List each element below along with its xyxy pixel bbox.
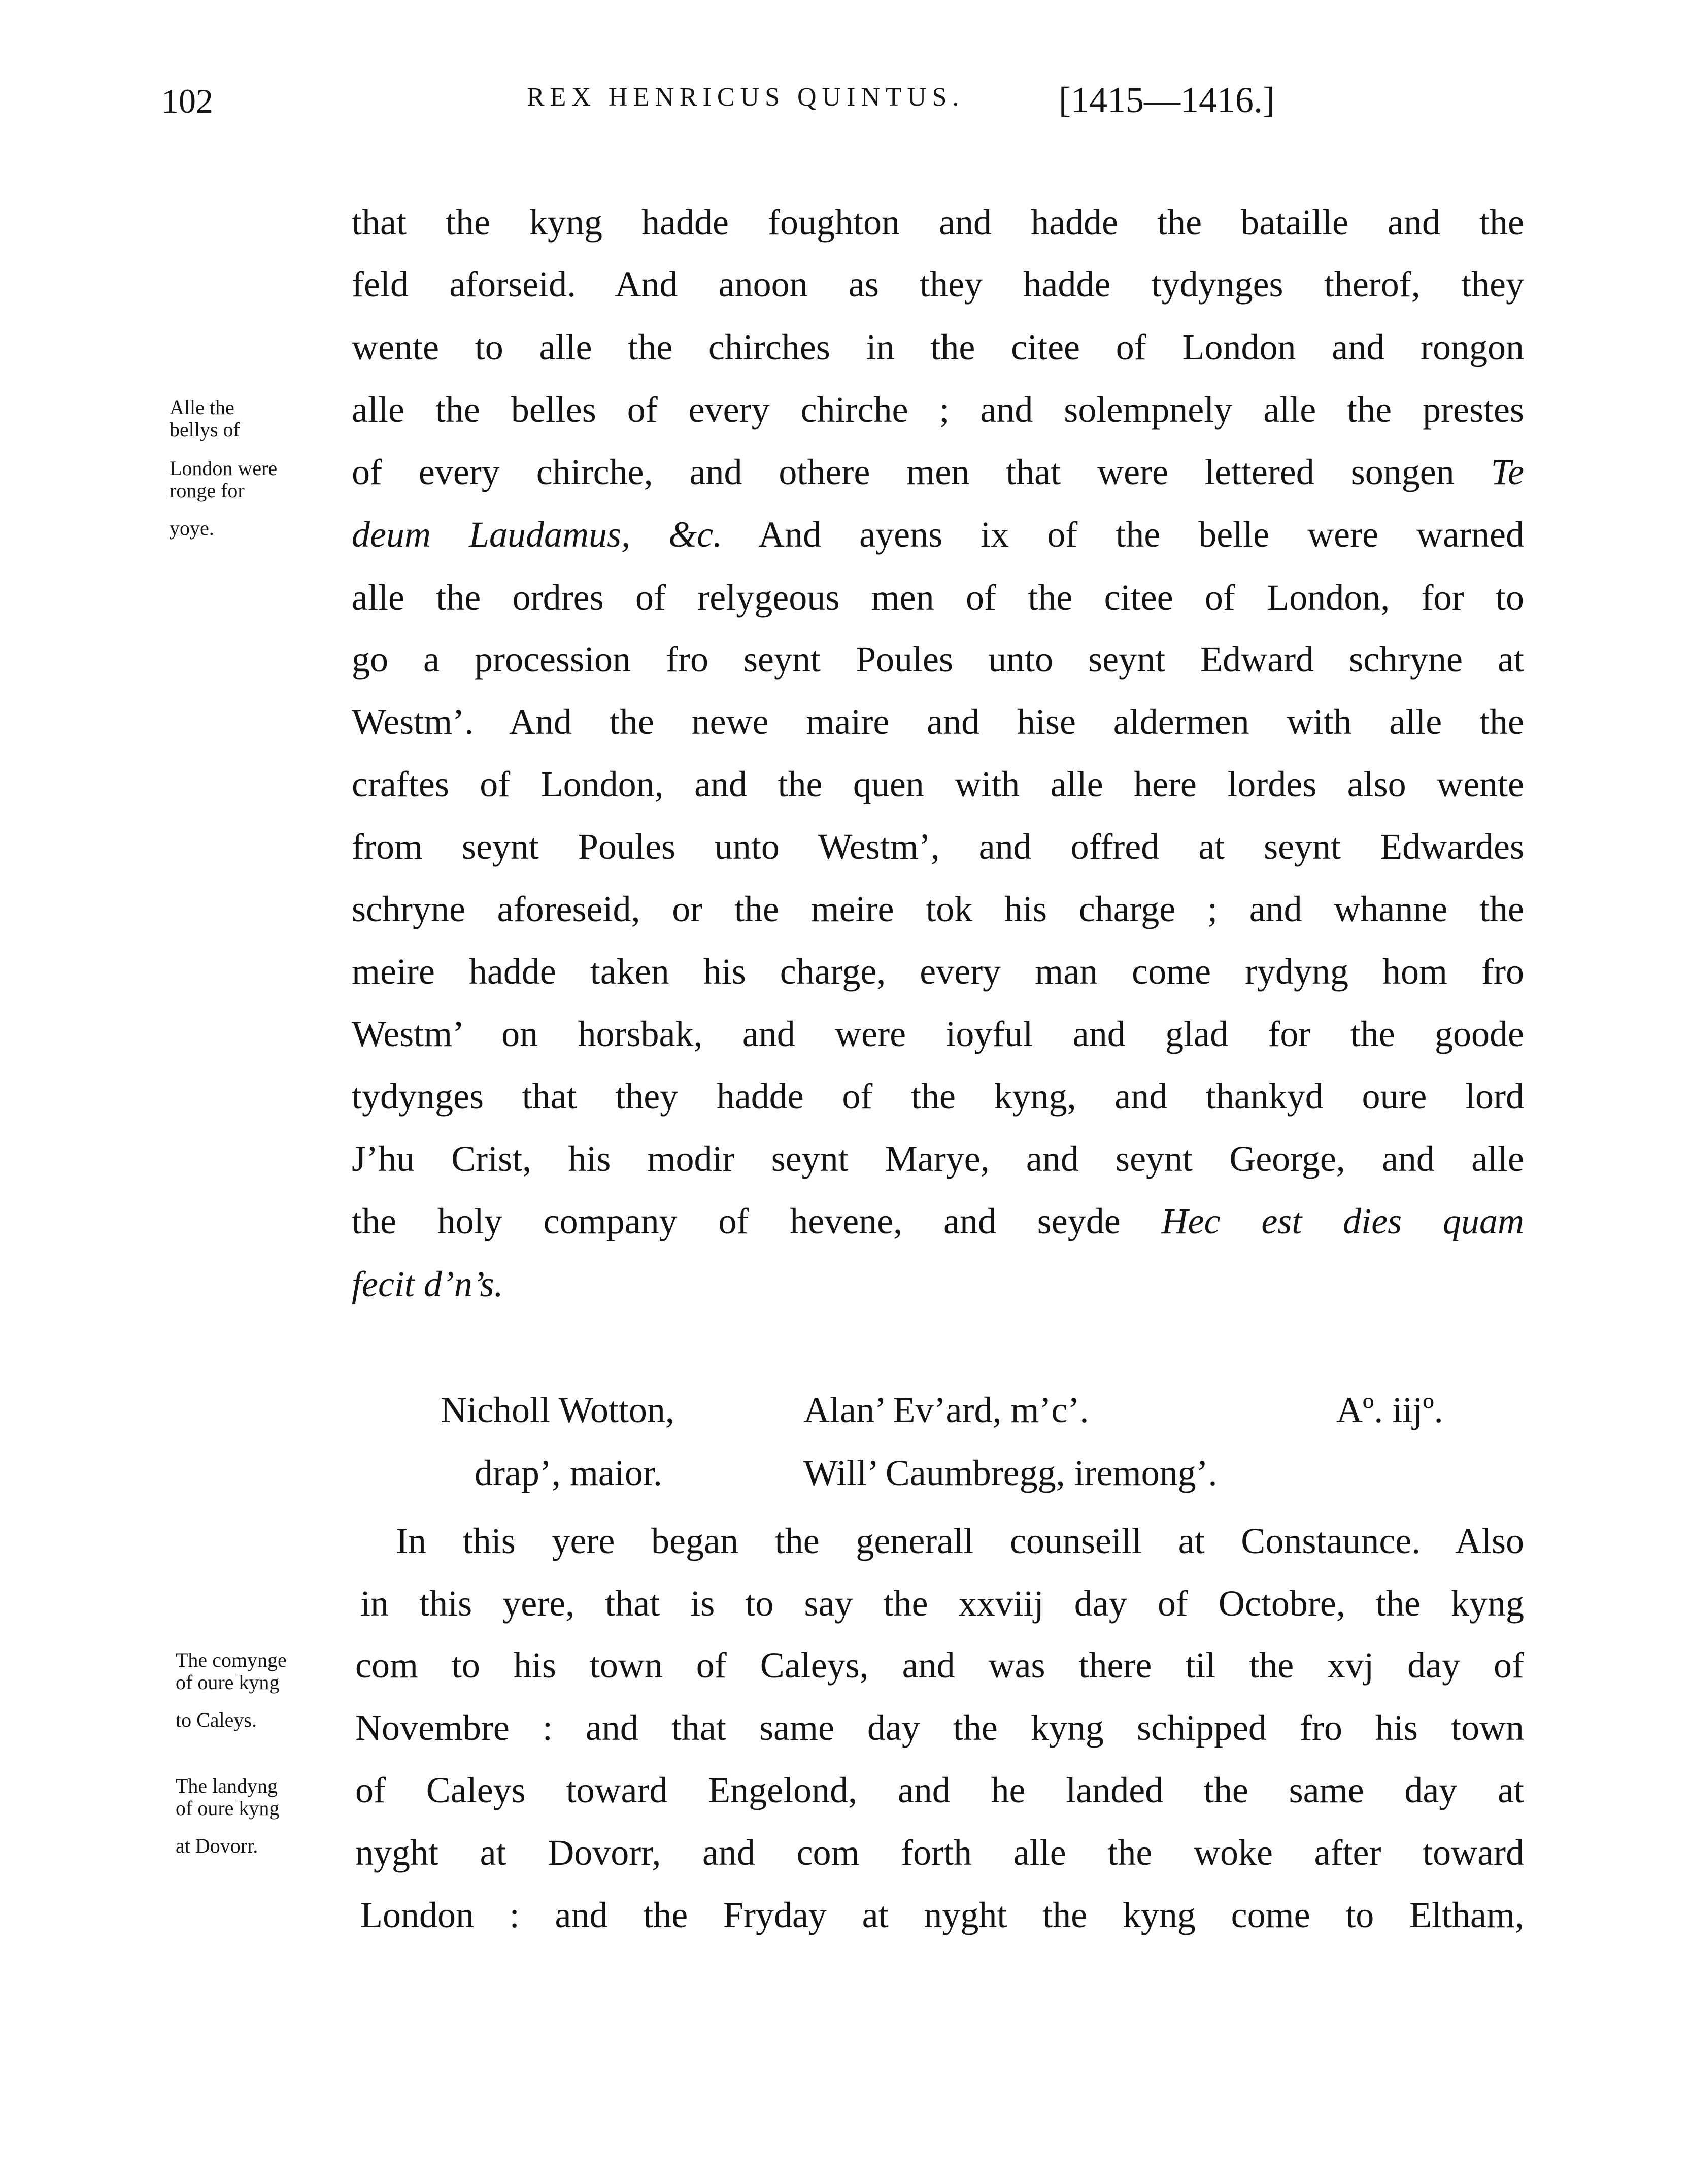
note-line: of oure kyng xyxy=(176,1797,280,1820)
text-line: of Caleys toward Engelond, and he landed the same day at xyxy=(355,1770,1524,1810)
text-line: J’hu Crist, his modir seynt Marye, and seynt George, and alle xyxy=(352,1138,1524,1179)
text-line: in this yere, that is to say the xxviij day of Octobre, the kyng xyxy=(360,1583,1524,1624)
mayor-role: drap’, maior. xyxy=(475,1453,662,1493)
note-line: The landyng xyxy=(176,1774,278,1797)
note-line: of oure kyng xyxy=(176,1671,280,1694)
text-segment: of every chirche, and othere men that were lettered songen xyxy=(352,452,1455,492)
text-line: alle the belles of every chirche ; and solempnely alle the prestes xyxy=(352,389,1524,430)
text-segment: And ayens ix of the belle were warned xyxy=(758,514,1524,555)
text-line xyxy=(352,1259,1524,1309)
text-line: wente to alle the chirches in the citee of London and rongon xyxy=(352,327,1524,367)
text-line: In this yere began the generall counseill at Constaunce. Also xyxy=(396,1521,1524,1561)
text-line: London : and the Fryday at nyght the kyng come to Eltham, xyxy=(360,1895,1524,1935)
sheriff-1: Alan’ Ev’ard, m’c’. xyxy=(803,1390,1089,1430)
note-line: bellys of xyxy=(170,418,240,441)
text-segment: the holy company of hevene, and seyde xyxy=(352,1201,1121,1241)
text-line: alle the ordres of relygeous men of the citee of London, for to xyxy=(352,577,1524,618)
date-range: [1415—1416.] xyxy=(1059,80,1275,120)
regnal-year: Aº. iijº. xyxy=(1336,1390,1443,1430)
text-line: craftes of London, and the quen with alle here lordes also wente xyxy=(352,764,1524,804)
text-line xyxy=(352,447,1524,497)
text-line: com to his town of Caleys, and was there til the xvj day of xyxy=(355,1645,1524,1686)
note-line: ronge for xyxy=(170,479,245,502)
italic-phrase: fecit d’n’s. xyxy=(352,1264,503,1304)
italic-te: Te xyxy=(1491,452,1525,492)
running-title: REX HENRICUS QUINTUS. xyxy=(527,83,965,112)
note-line: at Dovorr. xyxy=(176,1834,258,1857)
text-line: that the kyng hadde foughton and hadde the bataille and the xyxy=(352,202,1524,243)
text-line xyxy=(352,1196,1524,1247)
page-number: 102 xyxy=(161,82,213,120)
italic-phrase: Hec est dies quam xyxy=(1161,1201,1525,1241)
text-line: nyght at Dovorr, and com forth alle the woke after toward xyxy=(355,1832,1524,1873)
note-line: to Caleys. xyxy=(176,1708,257,1731)
text-line xyxy=(352,509,1524,560)
mayor-name: Nicholl Wotton, xyxy=(441,1390,674,1430)
sheriff-2: Will’ Caumbregg, iremong’. xyxy=(803,1453,1218,1493)
text-line: Westm’. And the newe maire and hise aldermen with alle the xyxy=(352,701,1524,742)
note-line: Alle the xyxy=(170,396,234,419)
note-line: The comynge xyxy=(176,1649,287,1671)
text-line: Novembre : and that same day the kyng schipped fro his town xyxy=(355,1707,1524,1748)
italic-phrase: deum Laudamus, &c. xyxy=(352,514,723,555)
text-line: from seynt Poules unto Westm’, and offred at seynt Edwardes xyxy=(352,826,1524,867)
text-line: Westm’ on horsbak, and were ioyful and glad for the goode xyxy=(352,1014,1524,1054)
text-line: tydynges that they hadde of the kyng, and thankyd oure lord xyxy=(352,1076,1524,1117)
text-line: meire hadde taken his charge, every man come rydyng hom fro xyxy=(352,951,1524,992)
text-line: schryne aforeseid, or the meire tok his charge ; and whanne the xyxy=(352,889,1524,929)
note-line: London were xyxy=(170,457,278,480)
note-line: yoye. xyxy=(170,517,214,540)
text-line: go a procession fro seynt Poules unto seynt Edward schryne at xyxy=(352,639,1524,680)
text-line: feld aforseid. And anoon as they hadde tydynges therof, they xyxy=(352,264,1524,305)
